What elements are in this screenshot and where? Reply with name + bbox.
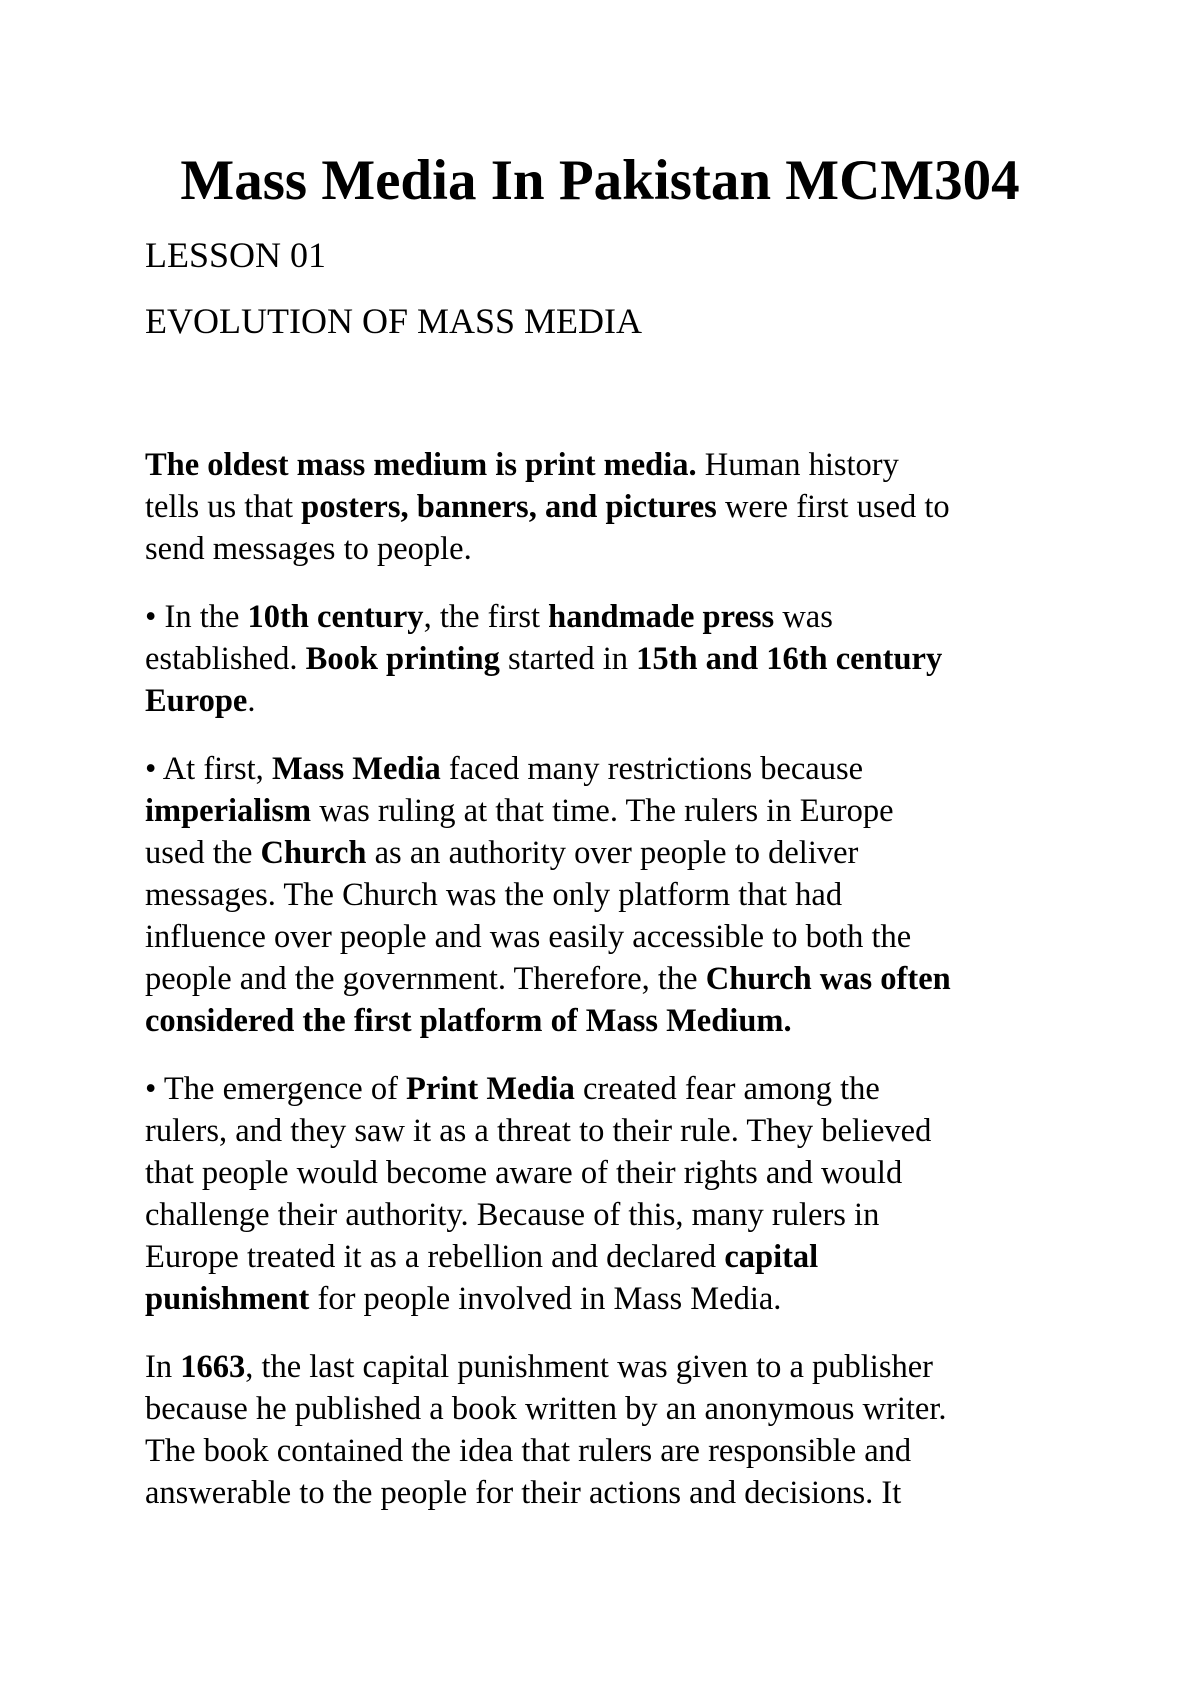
body-text: started in <box>499 641 637 677</box>
bold-text: 15th and 16th century <box>636 641 943 677</box>
text-line <box>145 1388 1065 1430</box>
body-text: that people would become aware of their rights and would <box>145 1155 903 1191</box>
body-text: faced many restrictions because <box>440 751 864 787</box>
bold-text: Print Media <box>406 1071 575 1107</box>
bold-text: Church <box>260 835 367 871</box>
body-text: rulers, and they saw it as a threat to their rule. They believed <box>145 1113 932 1149</box>
body-text: • In the <box>145 599 248 635</box>
body-text: • At first, <box>145 751 272 787</box>
body-text: because he published a book written by an anonymous writer. <box>145 1391 947 1427</box>
body-text: answerable to the people for their actions and decisions. It <box>145 1475 902 1511</box>
text-line <box>145 748 1065 790</box>
text-line <box>145 680 1065 722</box>
text-line <box>145 1472 1065 1514</box>
body-text: Human history <box>696 447 899 483</box>
body-text: The book contained the idea that rulers are responsible and <box>145 1433 912 1469</box>
bold-text: handmade press <box>548 599 775 635</box>
bold-text: The oldest mass medium is print media. <box>145 447 697 483</box>
body-text: messages. The Church was the only platform that had <box>145 877 843 913</box>
text-line <box>145 596 1065 638</box>
text-line <box>145 528 1065 570</box>
body-text: was <box>774 599 833 635</box>
text-line <box>145 916 1065 958</box>
document-title: Mass Media In Pakistan MCM304 <box>180 149 1020 212</box>
bold-text: Mass Media <box>271 751 441 787</box>
bold-text: Church was often <box>705 961 951 997</box>
text-line <box>145 958 1065 1000</box>
body-text: established. <box>145 641 306 677</box>
paragraph <box>145 748 1065 1042</box>
body-text: , the last capital punishment was given to a publisher <box>245 1349 933 1385</box>
body-text: In <box>145 1349 181 1385</box>
lesson-heading: LESSON 01 <box>145 235 327 275</box>
bold-text: posters, banners, and pictures <box>301 489 717 525</box>
text-line <box>145 1346 1065 1388</box>
bold-text: Europe <box>145 683 248 719</box>
body-text: people and the government. Therefore, the <box>145 961 706 997</box>
paragraph <box>145 1068 1065 1320</box>
text-line <box>145 1278 1065 1320</box>
text-line <box>145 790 1065 832</box>
body-text: used the <box>145 835 261 871</box>
body-text: tells us that <box>145 489 302 525</box>
text-line <box>145 1000 1065 1042</box>
body-text: . <box>247 683 256 719</box>
bold-text: imperialism <box>145 793 312 829</box>
bold-text: 10th century <box>247 599 424 635</box>
text-line <box>145 1152 1065 1194</box>
text-line <box>145 1430 1065 1472</box>
text-line <box>145 444 1065 486</box>
body-text: were first used to <box>716 489 950 525</box>
text-line <box>145 1194 1065 1236</box>
body-text: as an authority over people to deliver <box>366 835 859 871</box>
paragraph <box>145 444 1065 570</box>
bold-text: capital <box>724 1239 819 1275</box>
text-line <box>145 874 1065 916</box>
document-body <box>145 444 1065 1540</box>
body-text: was ruling at that time. The rulers in Europe <box>311 793 894 829</box>
text-line <box>145 832 1065 874</box>
bold-text: Book printing <box>305 641 500 677</box>
body-text: Europe treated it as a rebellion and declared <box>145 1239 725 1275</box>
text-line <box>145 486 1065 528</box>
text-line <box>145 1236 1065 1278</box>
bold-text: punishment <box>145 1281 310 1317</box>
body-text: , the first <box>423 599 549 635</box>
text-line <box>145 638 1065 680</box>
bold-text: considered the first platform of Mass Medium. <box>145 1003 792 1039</box>
bold-text: 1663 <box>180 1349 246 1385</box>
paragraph <box>145 1346 1065 1514</box>
body-text: for people involved in Mass Media. <box>309 1281 782 1317</box>
body-text: • The emergence of <box>145 1071 407 1107</box>
text-line <box>145 1110 1065 1152</box>
body-text: challenge their authority. Because of this, many rulers in <box>145 1197 880 1233</box>
body-text: influence over people and was easily accessible to both the <box>145 919 912 955</box>
text-line <box>145 1068 1065 1110</box>
body-text: created fear among the <box>574 1071 880 1107</box>
section-heading: EVOLUTION OF MASS MEDIA <box>145 301 643 341</box>
paragraph <box>145 596 1065 722</box>
body-text: send messages to people. <box>145 531 472 567</box>
